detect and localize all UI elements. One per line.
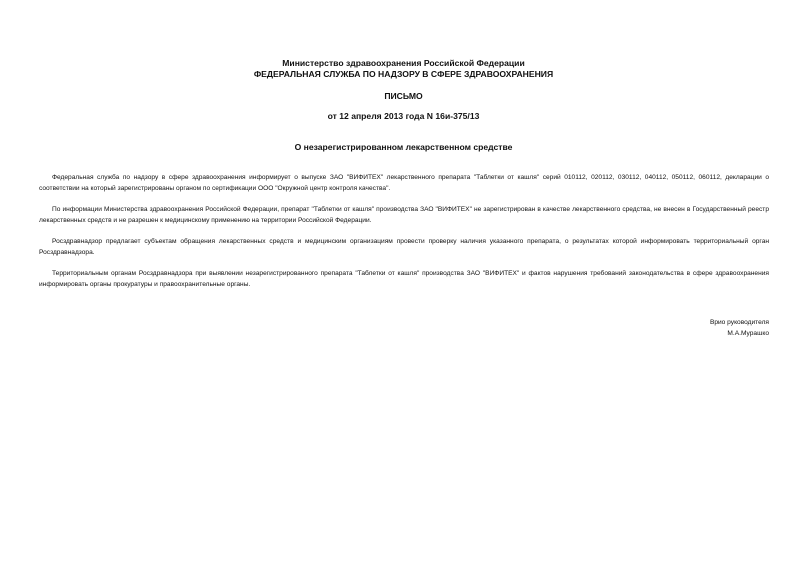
body-paragraph-2: По информации Министерства здравоохранения Российской Федерации, препарат "Таблетки от кашля" производства ЗАО "ВИФИТЕХ" не зарегистрирован в качестве лекарственного средства, не внесен в Государственный реестр лекарственных средств и не разрешен к медицинскому применению на территории Российской Федерации. [39, 206, 769, 224]
body-paragraph-4: Территориальным органам Росздравнадзора при выявлении незарегистрированного препарата "Таблетки от кашля" производства ЗАО "ВИФИТЕХ" и фактов нарушения требований законодательства в сфере здравоохранения информировать органы прокуратуры и правоохранительные органы. [39, 270, 769, 288]
document-date-number: от 12 апреля 2013 года N 16и-375/13 [327, 111, 480, 121]
body-paragraph-1: Федеральная служба по надзору в сфере здравоохранения информирует о выпуске ЗАО "ВИФИТЕХ" лекарственного препарата "Таблетки от кашля" серий 010112, 020112, 030112, 040112, 050112, 060112, декларации о соответствии на который зарегистрированы органом по сертификации ООО "Окружной центр контроля качества". [39, 174, 769, 192]
signatory-title: Врио руководителя [709, 319, 769, 326]
ministry-name: Министерство здравоохранения Российской Федерации [282, 58, 525, 68]
service-name: ФЕДЕРАЛЬНАЯ СЛУЖБА ПО НАДЗОРУ В СФЕРЕ ЗДРАВООХРАНЕНИЯ [253, 69, 554, 79]
document-type: ПИСЬМО [384, 91, 423, 101]
body-paragraph-3: Росздравнадзор предлагает субъектам обращения лекарственных средств и медицинским организациям провести проверку наличия указанного препарата, о результатах которой информировать территориальный орган Росздравнадзора. [39, 238, 769, 256]
signature-block [710, 317, 769, 339]
document-subject: О незарегистрированном лекарственном средстве [294, 142, 513, 152]
signatory-name: М.А.Мурашко [727, 330, 769, 337]
